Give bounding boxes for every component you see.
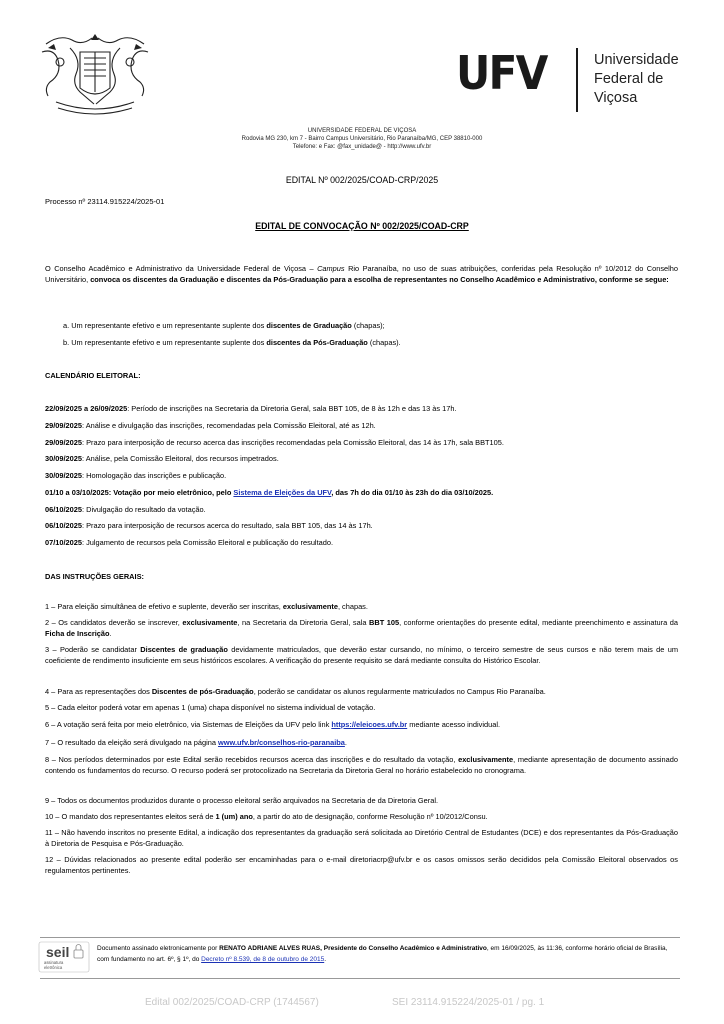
university-name-line-1: Universidade (594, 52, 679, 68)
calendar-entry-voting: 01/10 a 03/10/2025: Votação por meio eletrônico, pelo Sistema de Eleições da UFV, das 7h do dia 01/10 às 23h do dia 03/10/2025. (45, 488, 494, 497)
signature-text: Documento assinado eletronicamente por RENATO ADRIANE ALVES RUAS, Presidente do Conselho Acadêmico e Administrativo, em 16/09/2025, às 11:36, conforme horário oficial de Brasília, com fundamento no art. 6º, § 1º, do Decreto nº 8.539, de 8 de outubro de 2015. (97, 945, 668, 963)
calendar-entry: 22/09/2025 a 26/09/2025: Período de inscrições na Secretaria da Diretoria Geral, sala BBT 105, de 8 às 12h e das 13 às 17h. (45, 404, 457, 413)
institution-name: UNIVERSIDADE FEDERAL DE VIÇOSA (307, 128, 417, 134)
ufv-crest-logo (36, 30, 154, 116)
instruction-11: 11 – Não havendo inscritos no presente Edital, a indicação dos representantes da graduação será solicitada ao Diretório Central de Estudantes (DCE) e dos representantes da Pós-Graduação à Diretoria de Pesquisa e Pós-Graduação. (45, 828, 678, 848)
process-number: Processo nº 23114.915224/2025-01 (45, 197, 165, 206)
seil-signature-logo (38, 941, 90, 973)
calendar-entry: 06/10/2025: Divulgação do resultado da votação. (45, 505, 206, 514)
instruction-2: 2 – Os candidatos deverão se inscrever, exclusivamente, na Secretaria da Diretoria Geral, sala BBT 105, conforme orientações do presente edital, mediante preenchimento e assinatura da Ficha de Inscrição. (45, 618, 678, 638)
instruction-8: 8 – Nos períodos determinados por este Edital serão recebidos recursos acerca das inscrições e do resultado da votação, exclusivamente, mediante apresentação de documento assinado contendo os fundamentos do recurso. O recurso poderá ser protocolizado na Secretaria da Diretoria Geral no horário estabelecido no cronograma. (45, 755, 678, 775)
calendar-entry: 29/09/2025: Análise e divulgação das inscrições, recomendadas pela Comissão Eleitoral, até as 12h. (45, 421, 376, 430)
calendar-entry: 06/10/2025: Prazo para interposição de recursos acerca do resultado, sala BBT 105, das 14 às 17h. (45, 521, 373, 530)
university-name (594, 51, 679, 108)
councils-page-link[interactable]: www.ufv.br/conselhos-rio-paranaiba (217, 738, 345, 747)
intro-paragraph: O Conselho Acadêmico e Administrativo da Universidade Federal de Viçosa – Campus Rio Paranaíba, no uso de suas atribuições, conferidas pela Resolução nº 10/2012 do Conselho Universitário, convoca os discentes da Graduação e discentes da Pós-Graduação para a escolha de representantes no Conselho Acadêmico e Administrativo, conforme se segue: (45, 264, 678, 284)
instructions-title: DAS INSTRUÇÕES GERAIS: (45, 572, 144, 581)
footer-document-id: Edital 002/2025/COAD-CRP (1744567) (145, 997, 319, 1008)
instruction-1: 1 – Para eleição simultânea de efetivo e suplente, deverão ser inscritas, exclusivamente, chapas. (45, 602, 368, 611)
university-name-line-3: Viçosa (594, 90, 638, 106)
footer-page-info: SEI 23114.915224/2025-01 / pg. 1 (392, 997, 545, 1008)
ufv-logo-mark: UFV (456, 46, 547, 100)
calendar-entry: 07/10/2025: Julgamento de recursos pela Comissão Eleitoral e publicação do resultado. (45, 538, 334, 547)
convocation-title: EDITAL DE CONVOCAÇÃO Nº 002/2025/COAD-CRP (255, 221, 469, 231)
instruction-12: 12 – Dúvidas relacionados ao presente edital poderão ser encaminhadas para o e-mail diretoriacrp@ufv.br e os casos omissos serão decididos pela Comissão Eleitoral observados os regulamentos pertinentes. (45, 855, 678, 875)
instruction-7: 7 – O resultado da eleição será divulgado na página www.ufv.br/conselhos-rio-paranaiba. (45, 738, 347, 747)
instruction-3: 3 – Poderão se candidatar Discentes de graduação devidamente matriculados, que deverão estar cursando, no mínimo, o terceiro semestre de seus cursos e não terem mais de um coeficiente de rendimento insuficiente em seus históricos escolares. A verificação do presente requisito se dará mediante consulta do Histórico Escolar. (45, 645, 679, 665)
instruction-4: 4 – Para as representações dos Discentes de pós-Graduação, poderão se candidatar os alunos regularmente matriculados no Campus Rio Paranaíba. (45, 687, 546, 696)
seil-logo-subtext-2: eletrônica (44, 965, 63, 970)
instruction-9: 9 – Todos os documentos produzidos durante o processo eleitoral serão arquivados na Secretaria de da Diretoria Geral. (45, 796, 439, 805)
elections-link[interactable]: https://eleicoes.ufv.br (331, 720, 408, 729)
calendar-title: CALENDÁRIO ELEITORAL: (45, 371, 141, 380)
instruction-6: 6 – A votação será feita por meio eletrônico, via Sistemas de Eleições da UFV pelo link https://eleicoes.ufv.br mediante acesso individual. (45, 720, 501, 729)
decree-link[interactable]: Decreto nº 8.539, de 8 de outubro de 2015 (201, 955, 325, 963)
calendar-entry: 30/09/2025: Homologação das inscrições e publicação. (45, 471, 227, 480)
seil-logo-text: seil (46, 944, 70, 960)
representation-item-a: a. Um representante efetivo e um representante suplente dos discentes de Graduação (chapas); (63, 321, 385, 330)
calendar-entry: 29/09/2025: Prazo para interposição de recurso acerca das inscrições recomendadas pela Comissão Eleitoral, das 14 às 17h, sala BBT105. (45, 438, 504, 447)
university-name-line-2: Federal de (594, 71, 664, 87)
instruction-5: 5 – Cada eleitor poderá votar em apenas 1 (uma) chapa disponível no sistema individual de votação. (45, 703, 376, 712)
institution-address: Rodovia MG 230, km 7 - Bairro Campus Universitário, Rio Paranaíba/MG, CEP 38810-000 (241, 136, 483, 142)
seil-logo-subtext-1: assinatura (44, 960, 64, 965)
logo-separator (576, 48, 578, 112)
calendar-entry: 30/09/2025: Análise, pela Comissão Eleitoral, dos recursos impetrados. (45, 454, 279, 463)
edital-heading: EDITAL Nº 002/2025/COAD-CRP/2025 (285, 175, 439, 185)
representation-item-b: b. Um representante efetivo e um representante suplente dos discentes da Pós-Graduação (chapas). (63, 338, 401, 347)
election-system-link[interactable]: Sistema de Eleições da UFV (233, 488, 332, 497)
instruction-10: 10 – O mandato dos representantes eleitos será de 1 (um) ano, a partir do ato de designação, conforme Resolução nº 10/2012/Consu. (45, 812, 488, 821)
institution-contact: Telefone: e Fax: @fax_unidade@ - http://www.ufv.br (292, 144, 432, 150)
